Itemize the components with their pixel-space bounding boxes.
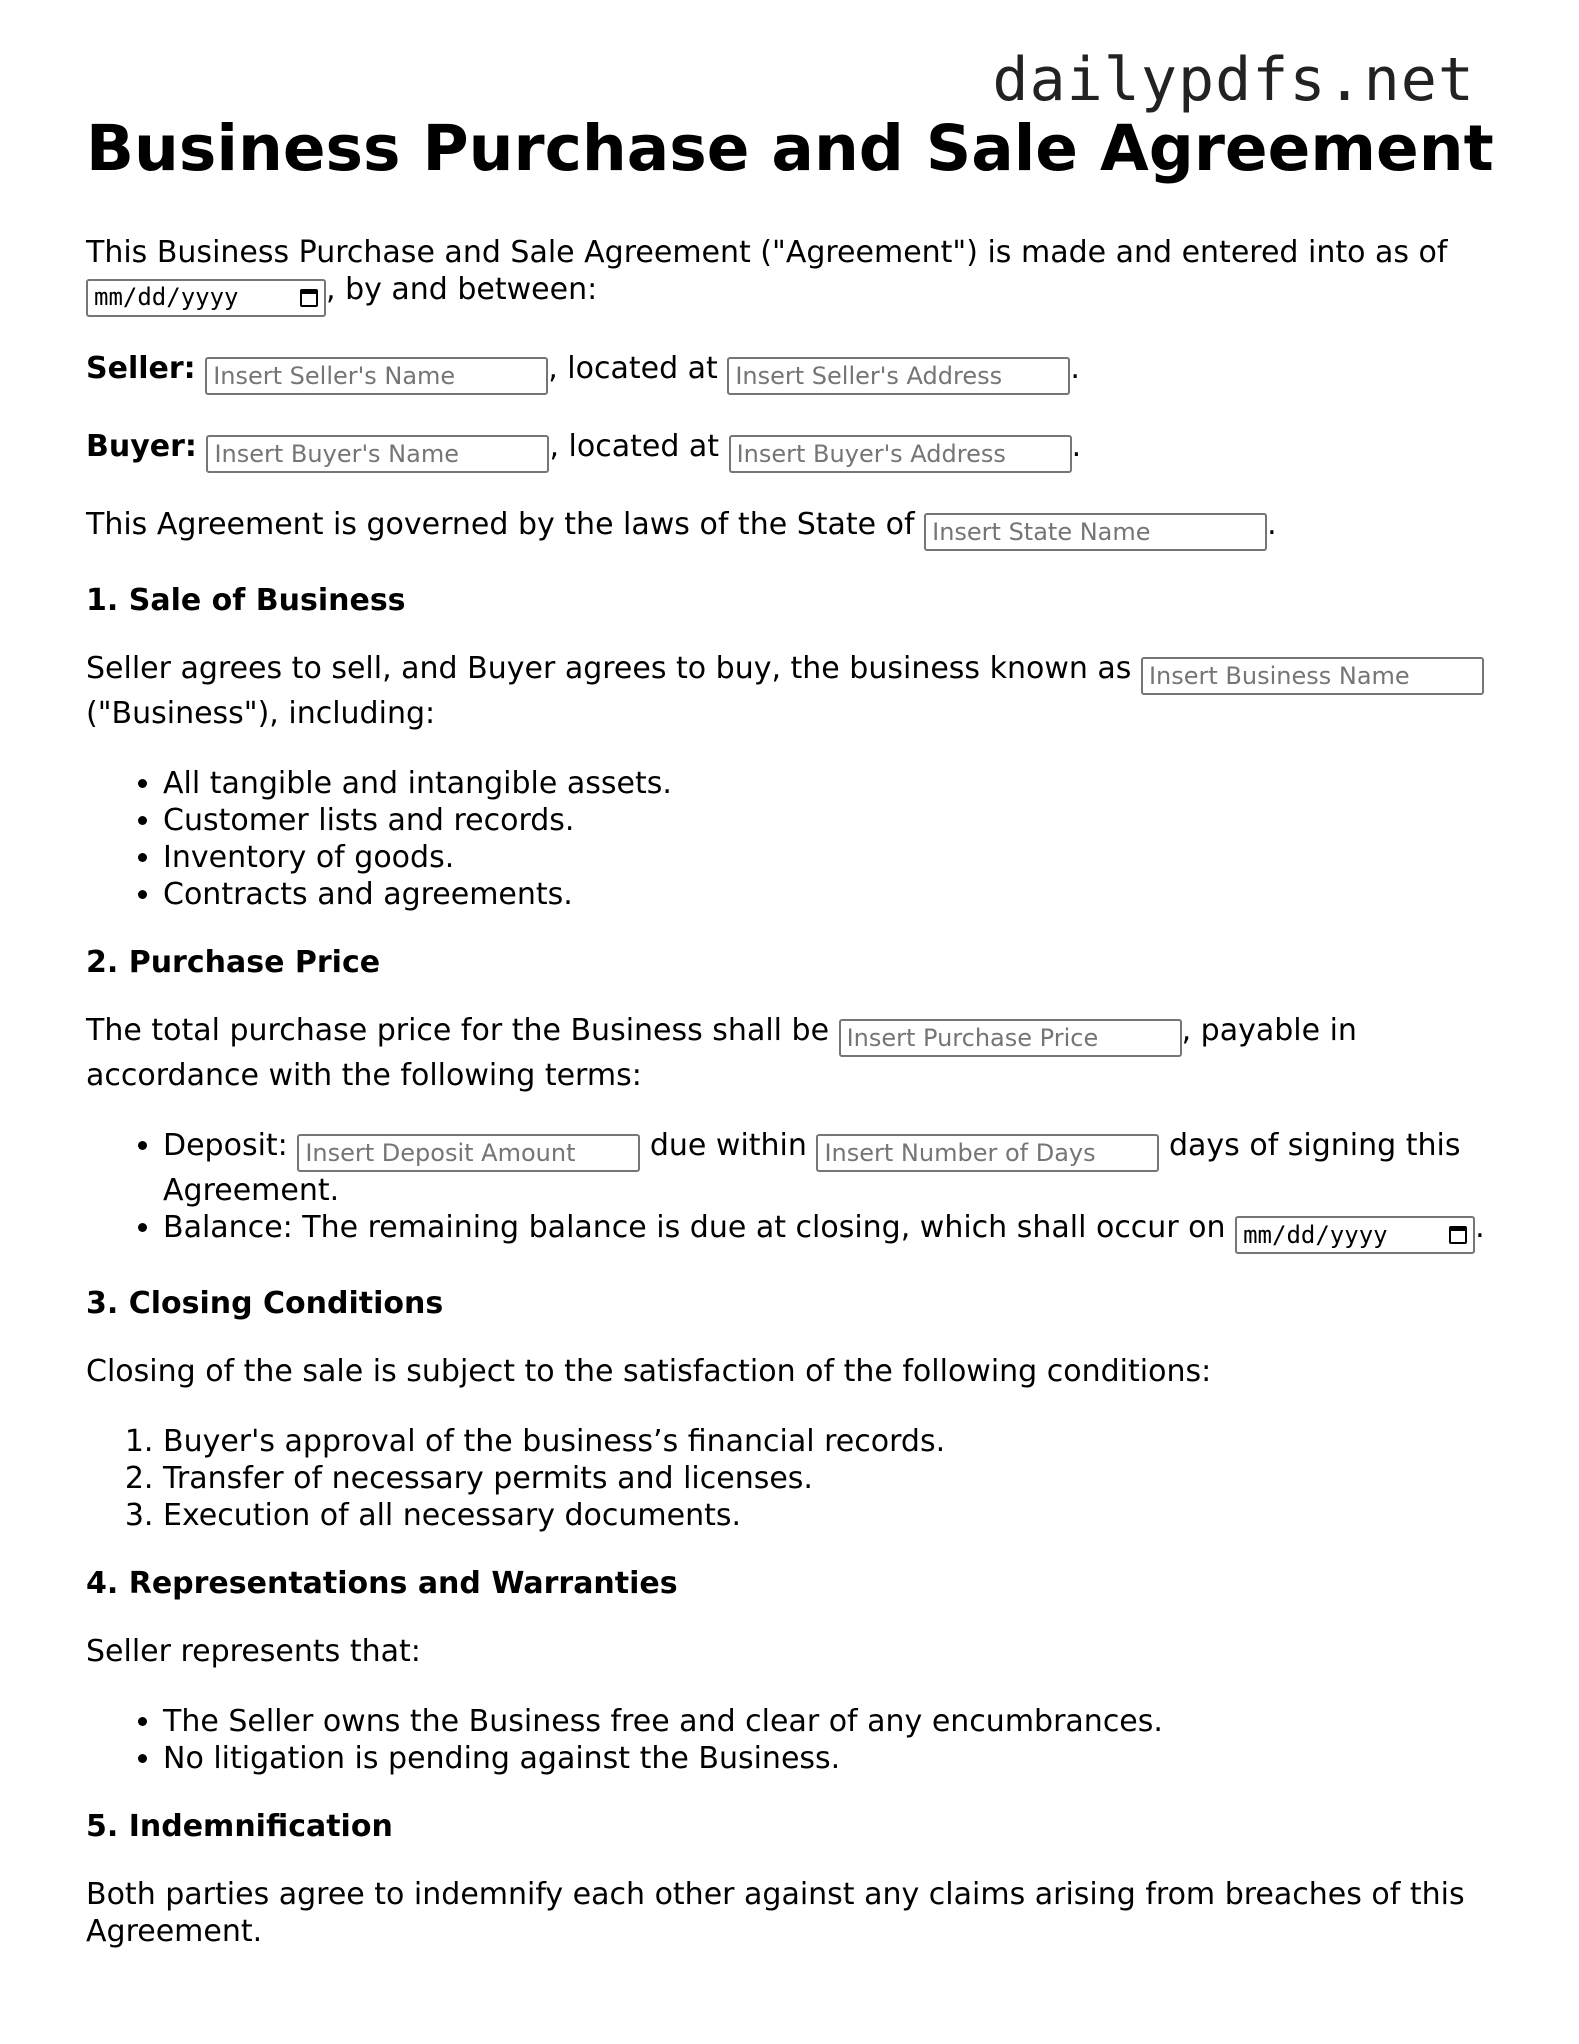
list-item: 1. Buyer's approval of the business’s financial records.	[163, 1423, 1506, 1460]
days-text: days of signing this Agreement.	[163, 1127, 1461, 1208]
located-at-text: , located at	[549, 428, 729, 464]
seller-address-input[interactable]: Insert Seller's Address	[727, 357, 1070, 395]
list-item	[163, 1127, 1506, 1209]
closing-date-input[interactable]	[1235, 1216, 1475, 1254]
governing-law-line	[86, 506, 1506, 551]
intro-text: This Business Purchase and Sale Agreement ("Agreement") is made and entered into as of	[86, 235, 1448, 270]
seller-end: .	[1070, 350, 1080, 386]
seller-line	[86, 350, 1506, 395]
buyer-end: .	[1071, 428, 1082, 464]
document-title: Business Purchase and Sale Agreement	[86, 112, 1494, 185]
section-5-heading: 5. Indemnification	[86, 1809, 393, 1844]
list-item: 3. Execution of all necessary documents.	[163, 1497, 1506, 1534]
section-2-heading: 2. Purchase Price	[86, 944, 381, 980]
section-4-heading: 4. Representations and Warranties	[86, 1566, 678, 1601]
calendar-icon[interactable]	[1449, 1226, 1467, 1244]
deposit-amount-input[interactable]: Insert Deposit Amount	[297, 1134, 640, 1172]
governing-text: This Agreement is governed by the laws of the State of	[86, 506, 925, 542]
section-5-text: Both parties agree to indemnify each other against any claims arising from breaches of this Agreement.	[86, 1877, 1465, 1949]
list-item: • The Seller owns the Business free and clear of any encumbrances.	[163, 1703, 1506, 1740]
purchase-price-input[interactable]: Insert Purchase Price	[839, 1019, 1182, 1057]
buyer-name-input[interactable]: Insert Buyer's Name	[206, 435, 549, 473]
list-item: • Customer lists and records.	[163, 802, 1506, 839]
section-1-text	[86, 650, 1506, 732]
calendar-icon[interactable]	[300, 289, 318, 307]
buyer-address-input[interactable]: Insert Buyer's Address	[729, 435, 1072, 473]
number-of-days-input[interactable]: Insert Number of Days	[816, 1134, 1159, 1172]
watermark: dailypdfs.net	[992, 45, 1475, 115]
warranties-list	[86, 1703, 1506, 1777]
document	[86, 108, 1506, 1950]
buyer-label: Buyer:	[86, 428, 197, 464]
state-name-input[interactable]: Insert State Name	[924, 513, 1267, 551]
buyer-line	[86, 428, 1506, 473]
balance-text: Balance: The remaining balance is due at closing, which shall occur on	[163, 1209, 1236, 1245]
date-placeholder: mm/dd/yyyy	[94, 283, 239, 311]
date-placeholder: mm/dd/yyyy	[1243, 1220, 1388, 1249]
payment-terms-list	[86, 1127, 1506, 1255]
conditions-list	[86, 1423, 1506, 1534]
balance-end: .	[1475, 1209, 1485, 1245]
section-2-text	[86, 1012, 1506, 1094]
assets-list	[86, 765, 1506, 913]
list-item: • All tangible and intangible assets.	[163, 765, 1506, 802]
located-at-text: , located at	[548, 350, 728, 386]
intro-paragraph	[86, 234, 1506, 317]
list-item: • Contracts and agreements.	[163, 876, 1506, 913]
price-text-end: , payable in accordance with the following terms:	[86, 1012, 1357, 1093]
intro-text-end: , by and between:	[326, 272, 598, 307]
section-4-text: Seller represents that:	[86, 1634, 421, 1669]
section-1-heading: 1. Sale of Business	[86, 582, 406, 618]
list-item: 2. Transfer of necessary permits and licenses.	[163, 1460, 1506, 1497]
list-item: • No litigation is pending against the Business.	[163, 1740, 1506, 1777]
sale-text: Seller agrees to sell, and Buyer agrees to buy, the business known as	[86, 650, 1141, 686]
price-text: The total purchase price for the Business shall be	[86, 1012, 839, 1048]
list-item	[163, 1209, 1506, 1255]
governing-end: .	[1267, 506, 1277, 542]
due-within-text: due within	[640, 1127, 817, 1163]
list-item: • Inventory of goods.	[163, 839, 1506, 876]
business-name-input[interactable]: Insert Business Name	[1141, 657, 1484, 695]
section-3-heading: 3. Closing Conditions	[86, 1286, 444, 1321]
deposit-label: Deposit:	[163, 1127, 298, 1163]
seller-label: Seller:	[86, 350, 196, 386]
agreement-date-input[interactable]	[86, 279, 326, 317]
sale-text-end: ("Business"), including:	[86, 695, 436, 731]
section-3-text: Closing of the sale is subject to the satisfaction of the following conditions:	[86, 1354, 1212, 1389]
seller-name-input[interactable]: Insert Seller's Name	[205, 357, 548, 395]
